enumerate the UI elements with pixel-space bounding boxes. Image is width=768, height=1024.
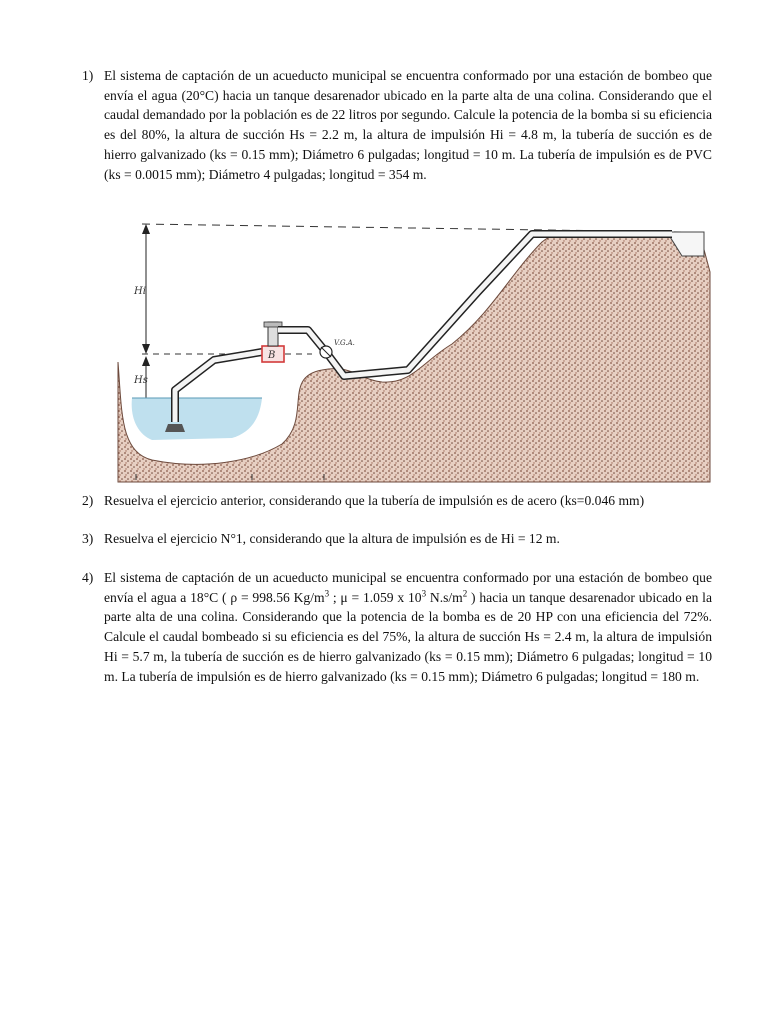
valve-label: V.G.A. bbox=[334, 339, 355, 347]
problem-text: Resuelva el ejercicio N°1, considerando que la altura de impulsión es de Hi = 12 m. bbox=[104, 531, 560, 546]
pump-label: B bbox=[268, 350, 276, 361]
hi-arrow-top bbox=[142, 224, 150, 234]
problem-text-part: N.s/m bbox=[426, 589, 463, 605]
problem-3 bbox=[84, 529, 712, 549]
superscript: 3 bbox=[421, 588, 427, 599]
problem-number: 1) bbox=[82, 68, 94, 83]
problem-text: Resuelva el ejercicio anterior, considerando que la tubería de impulsión es de acero (ks=0.046 mm) bbox=[104, 493, 645, 508]
problem-text-part: El sistema de captación de un acueducto municipal se encuentra conformado por una estación de bombeo que envía el agua a 18°C ( ρ = 998.56 Kg/m bbox=[104, 570, 712, 605]
problem-2 bbox=[84, 491, 712, 511]
problem-text: El sistema de captación de un acueducto municipal se encuentra conformado por una estación de bombeo que envía el agua (20°C) hacia un tanque desarenador ubicado en la parte alta de una colina. Considerando que el caudal demandado por la población es de 22 litros por segundo. Calcule la potencia de la bomba si su eficiencia es del 80%, la altura de succión Hs = 2.2 m, la altura de impulsión Hi = 4.8 m, la tubería de succión es de hierro galvanizado (ks = 0.15 mm); Diámetro 6 pulgadas; longitud = 10 m. La tubería de impulsión es de PVC (ks = 0.0015 mm); Diámetro 4 pulgadas; longitud = 354 m. bbox=[104, 68, 712, 182]
hi-arrow-bottom bbox=[142, 344, 150, 354]
superscript: 2 bbox=[462, 588, 468, 599]
terrain bbox=[118, 231, 710, 482]
pumping-system-diagram bbox=[112, 212, 712, 484]
problem-1 bbox=[84, 66, 712, 184]
problem-text-part: ; μ = 1.059 x 10 bbox=[329, 589, 422, 605]
hs-label: Hs bbox=[134, 375, 148, 386]
problem-number: 4) bbox=[82, 570, 94, 585]
problem-4 bbox=[84, 568, 712, 686]
sump-water bbox=[132, 398, 262, 440]
hs-arrow-top bbox=[142, 356, 150, 366]
problem-number: 3) bbox=[82, 531, 94, 546]
problem-text-part: ) hacia un tanque desarenador ubicado en la parte alta de una colina. Considerando que la potencia de la bomba es de 20 HP con una eficiencia del 72%. Calcule el caudal bombeado si su eficiencia es del 75%, la altura de succión Hs = 2.4 m, la altura de impulsión Hi = 5.7 m, la tubería de succión es de hierro galvanizado (ks = 0.15 mm); Diámetro 6 pulgadas; longitud = 10 m. La tubería de impulsión es de hierro galvanizado (ks = 0.15 mm); Diámetro 6 pulgadas; longitud = 180 m. bbox=[104, 589, 712, 684]
problem-text bbox=[104, 568, 712, 686]
superscript: 3 bbox=[324, 588, 330, 599]
hi-label: Hi bbox=[134, 286, 146, 297]
problem-number: 2) bbox=[82, 493, 94, 508]
foot-valve bbox=[165, 424, 185, 432]
